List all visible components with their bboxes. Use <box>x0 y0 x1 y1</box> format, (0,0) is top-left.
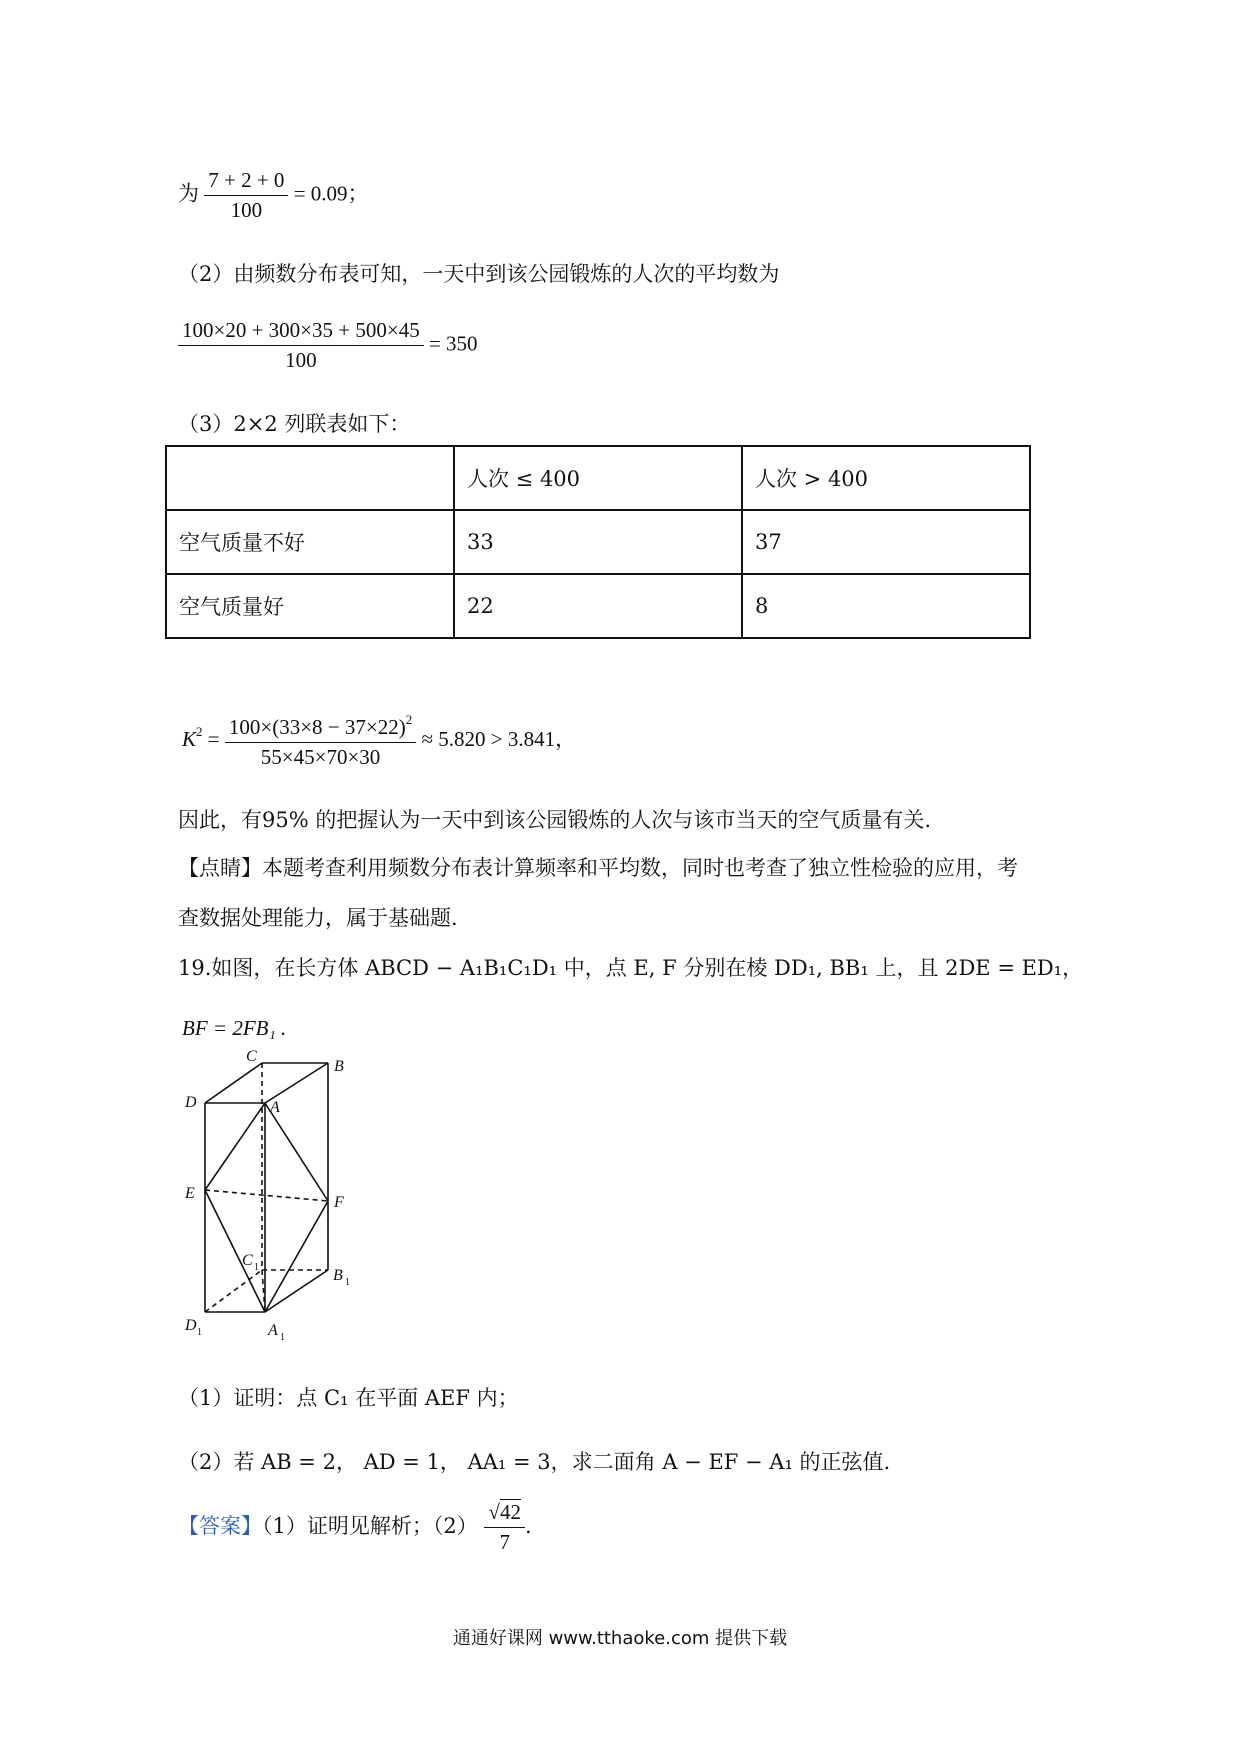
edge <box>265 1063 328 1103</box>
answer-line <box>178 1500 532 1555</box>
table-row <box>166 510 1030 574</box>
table-cell <box>166 446 454 510</box>
part2-text: 由频数分布表可知，一天中到该公园锻炼的人次的平均数为 <box>233 262 780 286</box>
label-B1: B <box>333 1267 343 1284</box>
label-A1-subscript: 1 <box>280 1332 285 1343</box>
label-B: B <box>334 1058 344 1075</box>
question-19-part2: （2）若 AB = 2， AD = 1， AA₁ = 3，求二面角 A − EF − A₁ 的正弦值. <box>178 1450 891 1474</box>
answer-text: （1）证明见解析；（2） <box>262 1514 478 1538</box>
table-cell: 人次 ≤ 400 <box>454 446 742 510</box>
k2-formula <box>182 712 576 770</box>
table-cell: 37 <box>742 510 1030 574</box>
edge <box>265 1270 328 1312</box>
dianjing-label: 【点睛】 <box>178 856 262 880</box>
label-D: D <box>185 1094 197 1111</box>
conclusion-text: 因此，有95% 的把握认为一天中到该公园锻炼的人次与该市当天的空气质量有关. <box>178 808 932 832</box>
answer-fraction <box>484 1500 525 1555</box>
edge <box>205 1103 265 1190</box>
table-cell: 空气质量不好 <box>166 510 454 574</box>
label-C1: C <box>242 1252 253 1269</box>
page-footer: 通通好课网 www.tthaoke.com 提供下载 <box>452 1628 788 1649</box>
frequency-fraction <box>204 168 288 223</box>
table-cell: 33 <box>454 510 742 574</box>
answer-numerator: √42 <box>484 1500 525 1528</box>
fraction-numerator: 7 + 2 + 0 <box>204 168 288 196</box>
dianjing-line1 <box>178 852 1018 882</box>
part3-text: 2×2 列联表如下： <box>233 412 411 436</box>
dianjing-line2: 查数据处理能力，属于基础题. <box>178 906 458 930</box>
cuboid-figure <box>180 1048 360 1350</box>
edge <box>265 1201 328 1312</box>
dianjing-text1: 本题考查利用频数分布表计算频率和平均数，同时也考查了独立性检验的应用，考 <box>262 856 1018 880</box>
k2-fraction <box>225 712 416 770</box>
label-E: E <box>185 1185 195 1202</box>
table-header-row <box>166 446 1030 510</box>
frequency-line <box>178 168 369 223</box>
question-19-line2: BF = 2FB₁ . <box>182 1016 287 1040</box>
k2-result: ≈ 5.820 > 3.841 <box>421 726 556 751</box>
part2-label: （2） <box>178 262 234 286</box>
label-D1-subscript: 1 <box>197 1327 202 1338</box>
k2-lhs: K <box>182 726 197 751</box>
table-cell: 22 <box>454 574 742 638</box>
fraction-denominator: 100 <box>230 198 263 222</box>
average-numerator: 100×20 + 300×35 + 500×45 <box>178 318 424 346</box>
answer-label: 【答案】 <box>178 1514 262 1538</box>
answer-suffix: . <box>524 1514 532 1538</box>
edge <box>265 1103 328 1201</box>
hidden-edge <box>205 1190 328 1201</box>
suffix-text: ； <box>347 181 369 206</box>
edge <box>205 1190 265 1312</box>
average-result: = 350 <box>428 331 478 356</box>
question-19-part1: （1）证明：点 C₁ 在平面 AEF 内； <box>178 1386 519 1410</box>
edge <box>205 1063 262 1103</box>
k2-numerator: $100\times(33\times 8 - 37\times 22)^2$ <box>225 712 416 743</box>
label-D1: D <box>185 1317 197 1334</box>
table-cell: 空气质量好 <box>166 574 454 638</box>
part2-line <box>178 258 779 288</box>
hidden-edge <box>205 1270 262 1312</box>
k2-lhs-exponent: 2 <box>196 723 203 739</box>
k2-equals: = <box>207 726 220 751</box>
label-A: A <box>270 1099 280 1116</box>
answer-denominator: 7 <box>499 1530 510 1554</box>
prefix-text: 为 <box>178 181 199 206</box>
k2-suffix: ， <box>555 726 577 751</box>
average-fraction <box>178 318 424 373</box>
table-cell: 8 <box>742 574 1030 638</box>
average-formula <box>178 318 478 373</box>
question-19-line1: 19.如图，在长方体 ABCD − A₁B₁C₁D₁ 中，点 E, F 分别在棱 DD₁, BB₁ 上，且 2DE = ED₁， <box>178 956 1084 980</box>
label-F: F <box>334 1194 344 1211</box>
label-C: C <box>246 1048 257 1065</box>
label-A1: A <box>268 1322 278 1339</box>
average-denominator: 100 <box>285 348 317 372</box>
fraction-result: = 0.09 <box>293 181 348 206</box>
contingency-table <box>165 445 1031 639</box>
table-row <box>166 574 1030 638</box>
table-cell: 人次 > 400 <box>742 446 1030 510</box>
label-C1-subscript: 1 <box>254 1262 259 1273</box>
k2-denominator: 55×45×70×30 <box>260 745 381 769</box>
label-B1-subscript: 1 <box>345 1277 350 1288</box>
part3-label: （3） <box>178 412 234 436</box>
part3-line <box>178 408 410 438</box>
